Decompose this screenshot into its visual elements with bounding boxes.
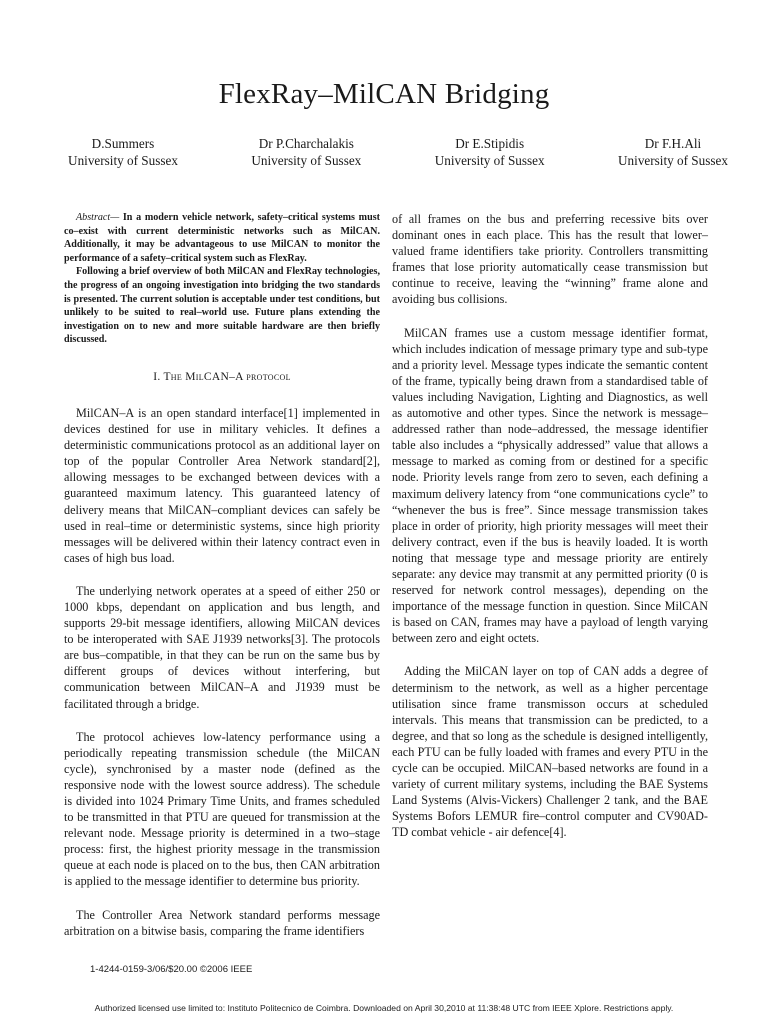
body-paragraph: The Controller Area Network standard performs message arbitration on a bitwise basis, comparing the frame identifiers: [64, 907, 380, 938]
author-block: [598, 135, 748, 169]
left-column: [64, 211, 380, 956]
author-name: Dr E.Stipidis: [455, 136, 525, 151]
abstract-label: Abstract—: [76, 212, 120, 223]
body-paragraph: The underlying network operates at a speed of either 250 or 1000 kbps, dependant on application and bus length, and supports 29-bit message identifiers, allowing MilCAN devices to be interoperated with SAE J1939 networks[3]. The protocols are bus–compatible, in that they can be run on the same bus by different groups of devices without interfering, but communication between MilCAN–A and J1939 must be facilitated through a bridge.: [64, 583, 380, 711]
author-affiliation: University of Sussex: [434, 153, 545, 168]
body-paragraph: MilCAN–A is an open standard interface[1] implemented in devices destined for use in military vehicles. It defines a deterministic communications protocol as an additional layer on top of the popular Controller Area Network standard[2], allowing messages to be exchanged between devices with a guaranteed maximum latency. This guaranteed latency of delivery means that MilCAN–compliant devices can safely be used in real–time or deterministic systems, since high priority messages will be delivered within their latency contract even in cases of high bus load.: [64, 405, 380, 565]
author-affiliation: University of Sussex: [251, 153, 362, 168]
body-paragraph: of all frames on the bus and preferring recessive bits over dominant ones in each place. This has the result that lower–valued frame identifiers take priority. Controllers transmitting frames that lose priority automatically cease transmission but continue to receive, leaving the “winning” frame alone and avoiding bus collisions.: [392, 212, 708, 307]
author-block: [415, 135, 565, 169]
right-column: [392, 211, 708, 857]
author-block: [48, 135, 198, 169]
body-paragraph: The protocol achieves low-latency performance using a periodically repeating transmission schedule (the MilCAN cycle), synchronised by a master node (defined as the responsive node with the lowest source address). The schedule is divided into 1024 Primary Time Units, and frames scheduled to be transmitted in that PTU are queued for transmission at the relevant node. Message priority is determined in a two–stage process: first, the highest priority message in the transmission queue at each node is placed on to the bus, then CAN arbitration is applied to the message identifier to determine bus priority.: [64, 729, 380, 889]
body-paragraph: MilCAN frames use a custom message identifier format, which includes indication of message primary type and sub-type and a priority level. Message types indicate the semantic content of the frame, typically being drawn from a standardised table of values including Navigation, Lighting and Diagnostics, as well as automotive and other types. Since the network is message–addressed rather than node–addressed, the message identifier table also includes a “physically addressed” value that allows a message to marked as coming from or destined for a specific node. Priority levels range from zero to seven, each defining a maximum delivery latency from “one communications cycle” to “whenever the bus is free”. Since message transmission takes place in order of priority, high priority messages will meet their delivery contract, even if the bus is heavily loaded. It is worth noting that message type and message priority are entirely separate: any device may transmit at any permitted priority (0 is reserved for network control messages), depending on the importance of the message function in question. Since MilCAN is based on CAN, frames may have a payload of length varying between zero and eight octets.: [392, 325, 708, 646]
ieee-copyright: 1-4244-0159-3/06/$20.00 ©2006 IEEE: [90, 964, 253, 975]
section-heading: I. The MilCAN–A protocol: [153, 370, 291, 383]
author-list: [48, 135, 748, 169]
author-name: D.Summers: [91, 136, 155, 151]
paper-title: FlexRay–MilCAN Bridging: [218, 78, 550, 110]
license-notice: Authorized licensed use limited to: Instituto Politecnico de Coimbra. Downloaded on April 30,2010 at 11:38:48 UTC from IEEE Xplore. Restrictions apply.: [94, 1003, 674, 1013]
author-name: Dr P.Charchalakis: [258, 136, 354, 151]
abstract-text: In a modern vehicle network, safety–critical systems must co–exist with current deterministic networks such as MilCAN. Additionally, it may be advantageous to use MilCAN to monitor the performance of a safety–critical system such as FlexRay.: [64, 212, 380, 264]
abstract-paragraph: [64, 211, 380, 265]
author-affiliation: University of Sussex: [68, 153, 178, 168]
abstract: [64, 211, 380, 347]
body-paragraph: Adding the MilCAN layer on top of CAN adds a degree of determinism to the network, as well as a higher percentage utilisation since frame transmisson occurs at scheduled intervals. This means that transmission can be predicted, to a degree, and that so long as the schedule is designed intelligently, each PTU can be fully loaded with frames and every PTU in the cycle can be occupied. MilCAN–based networks are found in a variety of current military systems, including the BAE Systems Land Systems (Alvis-Vickers) Challenger 2 tank, and the BAE Systems Bofors LEMUR fire–control computer and CV90AD-TD combat vehicle - air defence[4].: [392, 664, 708, 840]
author-affiliation: University of Sussex: [618, 153, 728, 168]
author-name: Dr F.H.Ali: [644, 136, 702, 151]
author-block: [231, 135, 381, 169]
abstract-paragraph-2: Following a brief overview of both MilCAN and FlexRay technologies, the progress of an ongoing investigation into bridging the two standards is presented. The current solution is acceptable under test conditions, but unlikely to be suited to real–world use. Future plans extending the investigation on to new and more suitable hardware are then briefly discussed.: [64, 266, 380, 346]
